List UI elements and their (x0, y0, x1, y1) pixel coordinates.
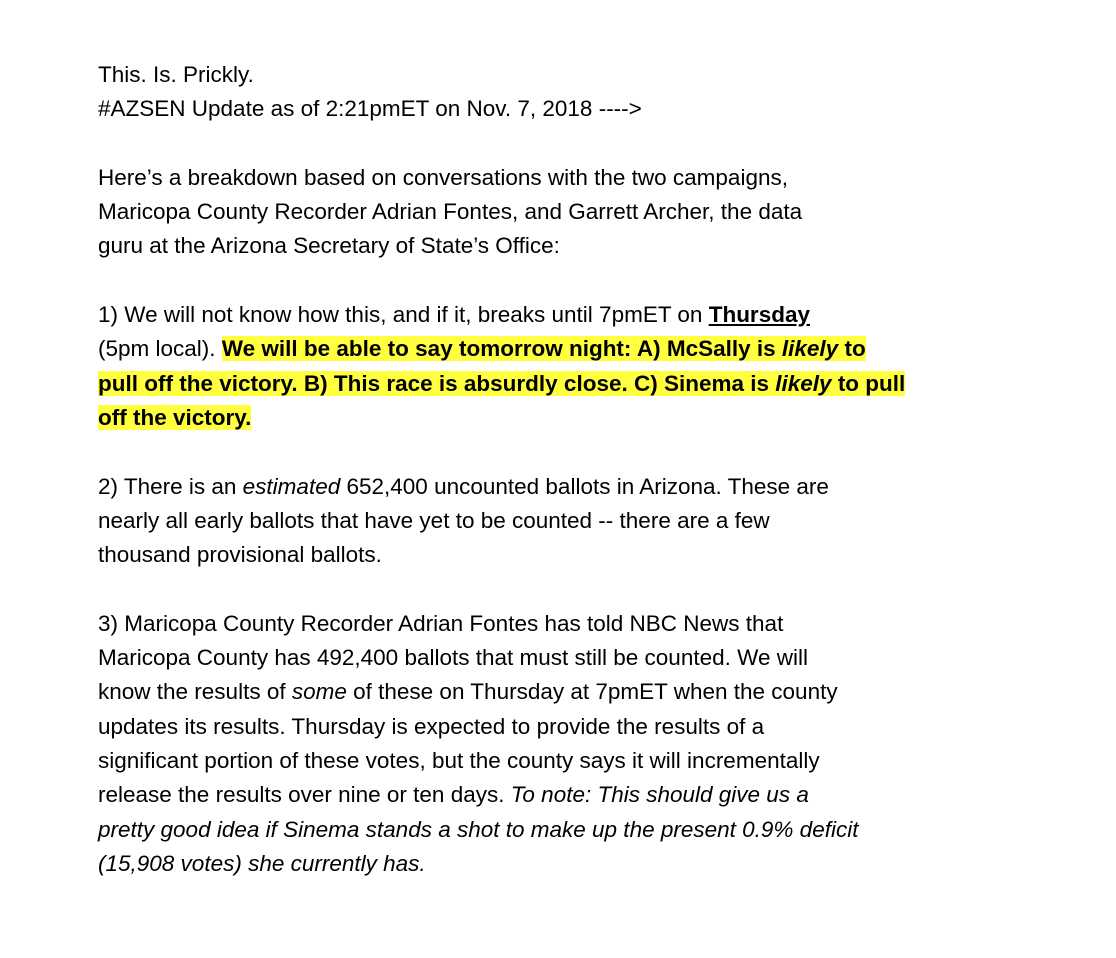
paragraph-gap (98, 435, 1098, 469)
text-run: to pull (831, 370, 906, 396)
text-run: We will be able to say tomorrow night: A) McSally is (221, 336, 782, 362)
text-run: 652,400 uncounted ballots in Arizona. These are (340, 473, 829, 499)
point-1-line-4 (98, 401, 1098, 435)
point-3-line-8: (15,908 votes) she currently has. (98, 850, 426, 876)
point-2-paragraph (98, 470, 1098, 573)
point-2-line-2: nearly all early ballots that have yet to be counted -- there are a few (98, 507, 770, 533)
estimated-emphasis: estimated (242, 473, 341, 499)
some-emphasis: some (291, 679, 347, 705)
point-1-paragraph (98, 298, 1098, 435)
point-3-line-2: Maricopa County has 492,400 ballots that must still be counted. We will (98, 645, 808, 671)
point-3-line-3 (98, 675, 1098, 709)
intro-line-2: Maricopa County Recorder Adrian Fontes, and Garrett Archer, the data (98, 199, 803, 225)
point-3-line-7: pretty good idea if Sinema stands a shot to make up the present 0.9% deficit (98, 816, 859, 842)
highlighted-text (222, 336, 866, 361)
point-1-line-1 (98, 298, 1098, 332)
update-line: #AZSEN Update as of 2:21pmET on Nov. 7, 2018 ----> (98, 96, 642, 122)
doc-title: This. Is. Prickly. (98, 62, 254, 87)
text-run: 1) We will not know how this, and if it, breaks until 7pmET on (98, 302, 709, 328)
text-run: to (838, 336, 866, 362)
likely-emphasis: likely (781, 336, 839, 362)
intro-line-3: guru at the Arizona Secretary of State’s Office: (98, 233, 560, 259)
text-run: (5pm local). (98, 336, 222, 362)
highlighted-text (98, 371, 905, 396)
paragraph-gap (98, 572, 1098, 606)
intro-paragraph (98, 161, 1098, 264)
point-1-line-2 (98, 332, 1098, 366)
point-3-line-1: 3) Maricopa County Recorder Adrian Fontes has told NBC News that (98, 610, 784, 636)
point-3-paragraph (98, 607, 1098, 881)
text-run: know the results of (98, 679, 292, 705)
text-run: release the results over nine or ten days. (98, 782, 511, 808)
point-3-line-6 (98, 778, 1098, 812)
point-1-line-3 (98, 367, 1098, 401)
text-run: 2) There is an (98, 473, 243, 499)
point-3-line-4: updates its results. Thursday is expected to provide the results of a (98, 713, 765, 739)
highlighted-text: off the victory. (98, 404, 252, 430)
point-3-line-5: significant portion of these votes, but the county says it will incrementally (98, 747, 820, 773)
thursday-emphasis: Thursday (708, 302, 810, 328)
paragraph-gap (98, 264, 1098, 298)
text-run: pull off the victory. B) This race is absurdly close. C) Sinema is (98, 370, 776, 396)
paragraph-gap (98, 127, 1098, 161)
document-body (98, 58, 1098, 881)
intro-line-1: Here’s a breakdown based on conversations with the two campaigns, (98, 164, 788, 190)
note-italic: To note: This should give us a (510, 782, 809, 808)
text-run: of these on Thursday at 7pmET when the county (346, 679, 838, 705)
point-2-line-1 (98, 470, 1098, 504)
likely-emphasis: likely (775, 370, 832, 396)
point-2-line-3: thousand provisional ballots. (98, 542, 382, 568)
